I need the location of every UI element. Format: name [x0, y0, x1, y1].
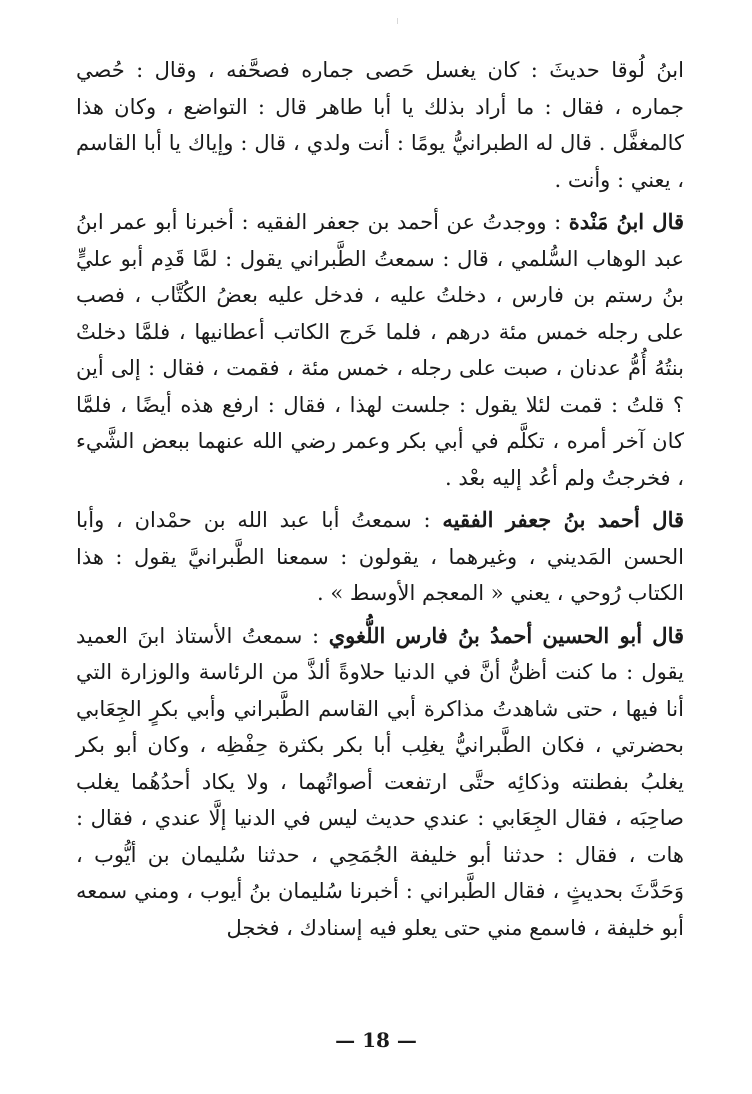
- text-column: [76, 52, 684, 952]
- paragraph-2: [76, 204, 684, 496]
- paragraph-4: [76, 618, 684, 947]
- paragraph-text: : سمعتُ أبا عبد الله بن حمْدان ، وأبا الحسن المَديني ، وغيرهما ، يقولون : سمعنا الطَّبرانيَّ يقول : هذا الكتاب رُوحي ، يعني « المعجم الأوسط » .: [76, 508, 684, 605]
- paragraph-text: : ووجدتُ عن أحمد بن جعفر الفقيه : أخبرنا أبو عمر ابنُ عبد الوهاب السُّلمي ، قال : سمعتُ الطَّبراني يقول : لمَّا قَدِم أبو عليٍّ بنُ رستم بن فارس ، دخلتُ عليه ، فدخل عليه بعضُ الكُتَّاب ، فصب على رجله خمس مئة درهم ، فلما خَرج الكاتب أعطانيها ، فلمَّا دخلتْ بنتُهُ أُمُّ عدنان ، صبت على رجله ، خمس مئة ، فقمت ، فقال : إلى أين ؟ قلتُ : قمت لئلا يقول : جلست لهذا ، فقال : ارفع هذه أيضًا ، فلمَّا كان آخر أمره ، تكلَّم في أبي بكر وعمر رضي الله عنهما ببعض الشَّيء ، فخرجتُ ولم أعُد إليه بعْد .: [76, 210, 684, 490]
- paragraph-text: : سمعتُ الأستاذ ابنَ العميد يقول : ما كنت أظنُّ أنَّ في الدنيا حلاوةً ألذَّ من الرئاسة والوزارة التي أنا فيها ، حتى شاهدتُ مذاكرة أبي القاسم الطَّبراني وأبي بكرٍ الجِعَابي بحضرتي ، فكان الطَّبرانيُّ يغلِب أبا بكر بكثرة حِفْظِه ، وكان أبو بكر يغلبُ بفطنته وذكائِه حتَّى ارتفعت أصواتُهما ، ولا يكاد أحدُهُما يغلب صاحِبَه ، فقال الجِعَابي : عندي حديث ليس في الدنيا إلَّا عندي ، فقال : هات ، فقال : حدثنا أبو خليفة الجُمَحِي ، حدثنا سُليمان بن أيُّوب ، وَحَدَّثَ بحديثٍ ، فقال الطَّبراني : أخبرنا سُليمان بنُ أيوب ، ومني سمعه أبو خليفة ، فاسمع مني حتى يعلو فيه إسنادك ، فخجل: [76, 623, 684, 940]
- paragraph-1: [76, 52, 684, 198]
- page-number: — 18 —: [335, 1028, 417, 1052]
- page-top-mark: [397, 18, 398, 24]
- paragraph-lead: قال ابنُ مَنْدة: [568, 209, 685, 234]
- paragraph-text: ابنُ لُوقا حديثَ : كان يغسل حَصى جماره فصحَّفه ، وقال : حُصي جماره ، فقال : ما أراد بذلك يا أبا طاهر قال : التواضع ، وكان هذا كالمغفَّل . قال له الطبرانيُّ يومًا : أنت ولدي ، قال : وإياك يا أبا القاسم ، يعني : وأنت .: [76, 58, 684, 192]
- paragraph-3: [76, 502, 684, 612]
- paragraph-lead: قال أحمد بنُ جعفر الفقيه: [442, 507, 685, 532]
- paragraph-lead: قال أبو الحسين أحمدُ بنُ فارس اللُّغوي: [328, 622, 685, 648]
